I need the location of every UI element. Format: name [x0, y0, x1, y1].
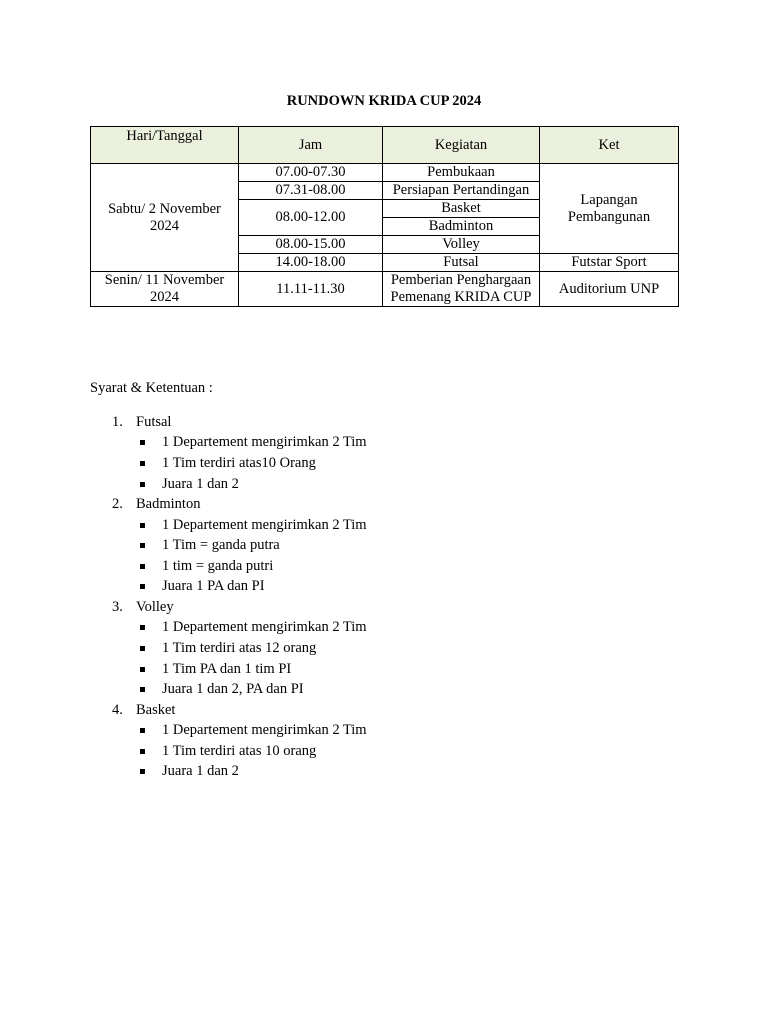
- square-bullet-icon: [140, 482, 145, 487]
- cell-jam: 07.00-07.30: [239, 164, 383, 182]
- list-item: [136, 556, 610, 577]
- header-ket: Ket: [540, 127, 679, 164]
- cell-jam: 08.00-12.00: [239, 200, 383, 236]
- list-item-text: 1 Departement mengirimkan 2 Tim: [162, 619, 367, 636]
- list-item-text: 1 Tim terdiri atas 12 orang: [162, 639, 317, 656]
- rule-name: Volley: [136, 598, 174, 615]
- list-item: [136, 679, 610, 700]
- syarat-heading: Syarat & Ketentuan :: [90, 380, 213, 396]
- list-item-text: Juara 1 dan 2: [162, 763, 239, 780]
- document-title: RUNDOWN KRIDA CUP 2024: [286, 93, 482, 109]
- square-bullet-icon: [140, 543, 145, 548]
- square-bullet-icon: [140, 769, 145, 774]
- list-item: [136, 474, 610, 495]
- rule-items: [136, 432, 610, 494]
- rule-basket: [90, 700, 610, 782]
- list-item-text: 1 Tim terdiri atas 10 orang: [162, 742, 317, 759]
- header-kegiatan: Kegiatan: [383, 127, 540, 164]
- list-item-text: 1 Departement mengirimkan 2 Tim: [162, 722, 367, 739]
- list-item: [136, 741, 610, 762]
- list-item-text: 1 Departement mengirimkan 2 Tim: [162, 516, 367, 533]
- square-bullet-icon: [140, 584, 145, 589]
- rule-name: Futsal: [136, 414, 172, 430]
- square-bullet-icon: [140, 687, 145, 692]
- rule-number: 3.: [112, 598, 123, 615]
- cell-day-1: Sabtu/ 2 November 2024: [91, 164, 239, 272]
- square-bullet-icon: [140, 625, 145, 630]
- cell-kegiatan: Futsal: [383, 254, 540, 272]
- list-item: [136, 453, 610, 474]
- cell-kegiatan: Pemberian Penghargaan Pemenang KRIDA CUP: [383, 272, 540, 307]
- square-bullet-icon: [140, 646, 145, 651]
- rule-volley: [90, 597, 610, 700]
- cell-ket-futstar: Futstar Sport: [540, 254, 679, 272]
- rule-number: 4.: [112, 701, 123, 718]
- list-item: [136, 432, 610, 453]
- cell-jam: 11.11-11.30: [239, 272, 383, 307]
- cell-ket-lapangan: Lapangan Pembangunan: [540, 164, 679, 254]
- cell-kegiatan: Persiapan Pertandingan: [383, 182, 540, 200]
- cell-kegiatan: Volley: [383, 236, 540, 254]
- rule-items: [136, 720, 610, 782]
- cell-jam: 14.00-18.00: [239, 254, 383, 272]
- rule-number: 2.: [112, 496, 123, 513]
- header-hari-tanggal: Hari/Tanggal: [91, 127, 239, 164]
- list-item: [136, 659, 610, 680]
- square-bullet-icon: [140, 728, 145, 733]
- square-bullet-icon: [140, 523, 145, 528]
- list-item-text: 1 Departement mengirimkan 2 Tim: [162, 434, 367, 451]
- square-bullet-icon: [140, 461, 145, 466]
- list-item-text: 1 tim = ganda putri: [162, 557, 274, 574]
- rules-list: [90, 412, 610, 782]
- rule-futsal: [90, 412, 610, 494]
- cell-jam: 07.31-08.00: [239, 182, 383, 200]
- list-item-text: 1 Tim PA dan 1 tim PI: [162, 660, 292, 677]
- rule-items: [136, 515, 610, 597]
- list-item-text: 1 Tim = ganda putra: [162, 537, 280, 554]
- table-header-row: [91, 127, 679, 164]
- rule-name: Badminton: [136, 496, 201, 513]
- rule-number: 1.: [112, 414, 123, 430]
- list-item-text: Juara 1 dan 2, PA dan PI: [162, 681, 304, 698]
- table-row: [91, 272, 679, 307]
- cell-kegiatan: Pembukaan: [383, 164, 540, 182]
- list-item: [136, 535, 610, 556]
- rule-items: [136, 617, 610, 699]
- table-row: [91, 164, 679, 182]
- cell-ket-auditorium: Auditorium UNP: [540, 272, 679, 307]
- list-item-text: Juara 1 dan 2: [162, 475, 239, 492]
- list-item: [136, 515, 610, 536]
- square-bullet-icon: [140, 440, 145, 445]
- rule-badminton: [90, 494, 610, 597]
- list-item: [136, 720, 610, 741]
- square-bullet-icon: [140, 749, 145, 754]
- list-item-text: Juara 1 PA dan PI: [162, 578, 265, 595]
- rule-name: Basket: [136, 701, 176, 718]
- list-item: [136, 761, 610, 782]
- cell-kegiatan: Basket: [383, 200, 540, 218]
- cell-jam: 08.00-15.00: [239, 236, 383, 254]
- square-bullet-icon: [140, 667, 145, 672]
- cell-day-2: Senin/ 11 November 2024: [91, 272, 239, 307]
- square-bullet-icon: [140, 564, 145, 569]
- list-item-text: 1 Tim terdiri atas10 Orang: [162, 455, 316, 471]
- rundown-table: [90, 126, 679, 307]
- header-jam: Jam: [239, 127, 383, 164]
- cell-kegiatan: Badminton: [383, 218, 540, 236]
- list-item: [136, 617, 610, 638]
- list-item: [136, 576, 610, 597]
- list-item: [136, 638, 610, 659]
